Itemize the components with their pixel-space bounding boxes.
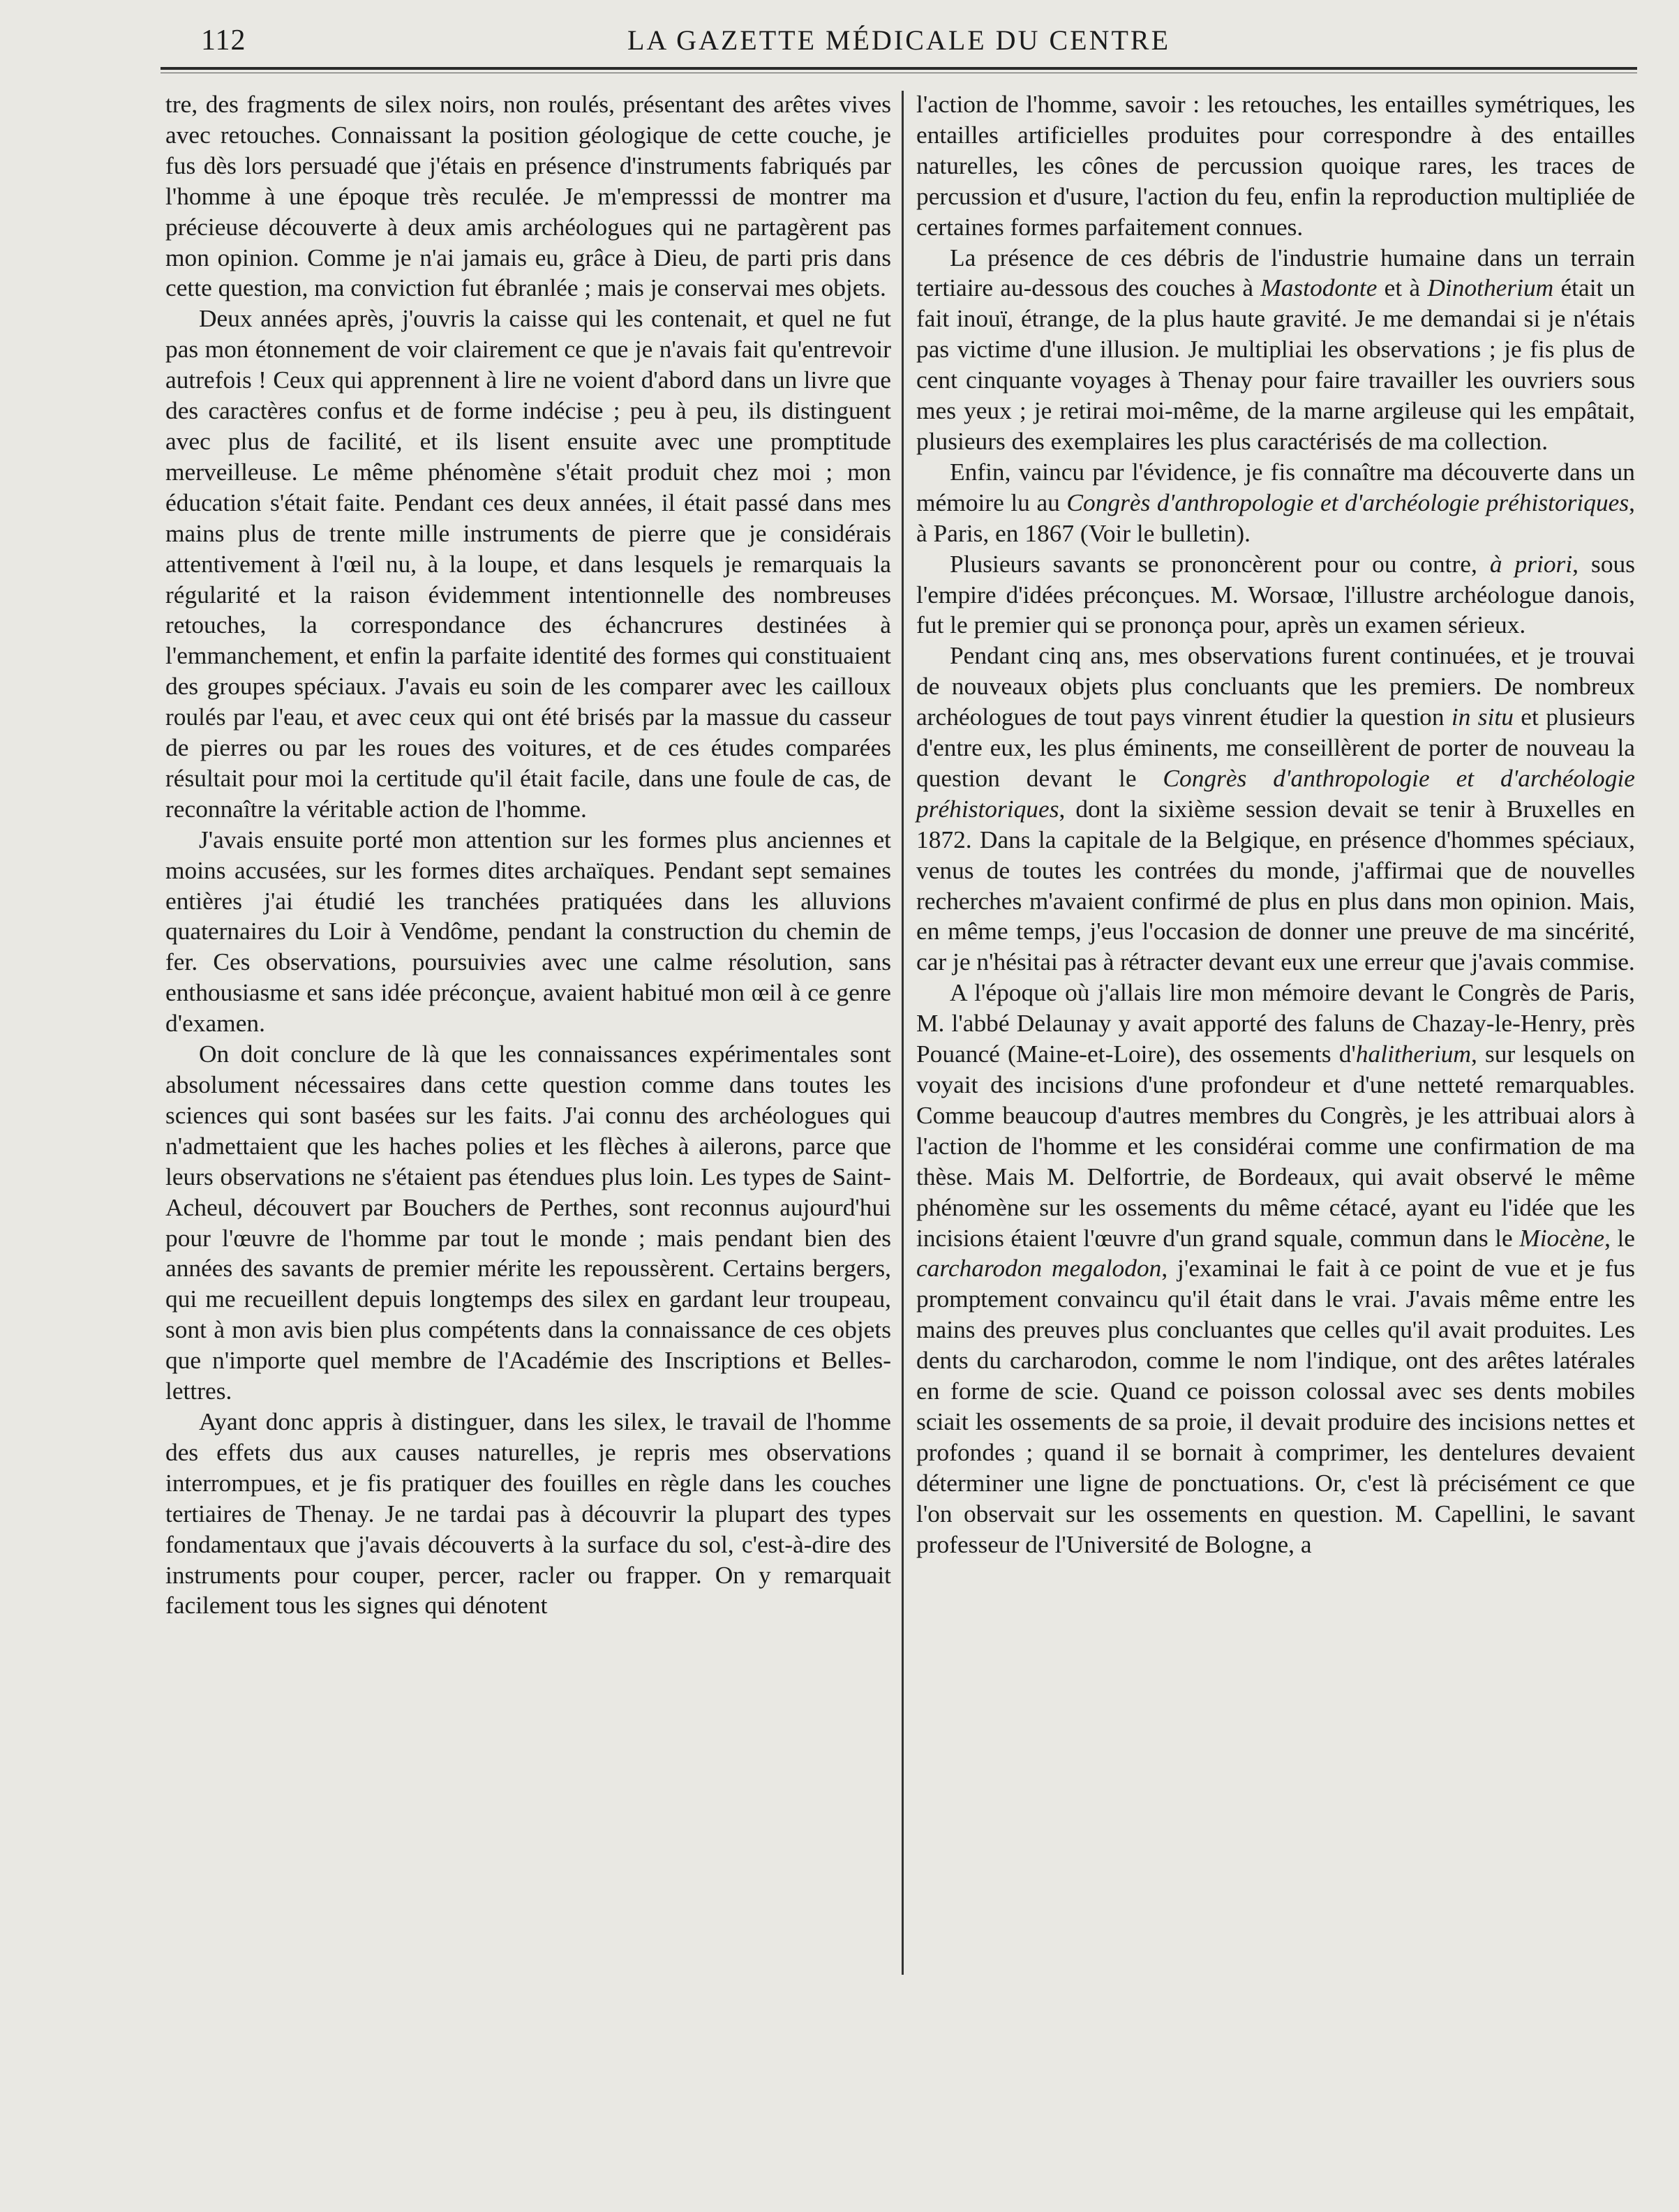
text-run: , sous l'empire d'idées préconçues. M. Worsaœ, l'illustre archéologue danois, fut le premier qui se prononça pour, après un examen sérieux.	[916, 549, 1635, 639]
running-title: LA GAZETTE MÉDICALE DU CENTRE	[627, 24, 1170, 56]
italic-term: in situ	[1451, 703, 1514, 731]
paragraph	[916, 549, 1635, 641]
paragraph: Ayant donc appris à distinguer, dans les silex, le travail de l'homme des effets dus aux causes naturelles, je repris mes observations interrompues, et je fis pratiquer des fouilles en règle dans les couches tertiaires de Thenay. Je ne tardai pas à découvrir la plupart des types fondamentaux que j'avais découverts à la surface du sol, c'est-à-dire des instruments pour couper, percer, racler ou frapper. On y remarquait facilement tous les signes qui dénotent	[165, 1407, 891, 1620]
column-divider	[902, 91, 904, 1975]
paragraph: J'avais ensuite porté mon attention sur les formes plus anciennes et moins accusées, sur les formes dites archaïques. Pendant sept semaines entières j'ai étudié les tranchées pratiquées dans les alluvions quaternaires du Loir à Vendôme, pendant la construction du chemin de fer. Ces observations, poursuivies avec une calme résolution, sans enthousiasme et sans idée préconçue, avaient habitué mon œil à ce genre d'examen.	[165, 825, 891, 1038]
text-run: était un fait inouï, étrange, de la plus haute gravité. Je me demandai si je n'étais pas victime d'une illusion. Je multipliai les observations ; je fis plus de cent cinquante voyages à Thenay pour faire travailler les ouvriers sous mes yeux ; je retirai moi-même, de la marne argileuse qui les empâtait, plusieurs des exemplaires les plus caractérisés de ma collection.	[916, 274, 1635, 455]
italic-term: halitherium	[1355, 1040, 1471, 1068]
page-number: 112	[201, 24, 246, 57]
header-rule	[161, 67, 1637, 70]
paragraph: On doit conclure de là que les connaissances expérimentales sont absolument nécessaires dans cette question comme dans toutes les sciences qui sont basées sur les faits. J'ai connu des archéologues qui n'admettaient que les haches polies et les flèches à ailerons, parce que leurs observations ne s'étaient pas étendues plus loin. Les types de Saint-Acheul, découvert par Bouchers de Perthes, sont reconnus aujourd'hui pour l'œuvre de l'homme par tout le monde ; mais pendant bien des années des savants de premier mérite les repoussèrent. Certains bergers, qui me recueillent depuis longtemps des silex en gardant leur troupeau, sont à mon avis bien plus compétents dans la connaissance de ces objets que n'importe quel membre de l'Académie des Inscriptions et Belles-lettres.	[165, 1040, 891, 1405]
page-header	[161, 18, 1637, 60]
paragraph	[916, 641, 1635, 978]
right-column	[916, 89, 1635, 1560]
text-run: , à Paris, en 1867 (Voir le bulletin).	[916, 488, 1635, 547]
paragraph	[916, 457, 1635, 549]
italic-term: Congrès d'anthropologie et d'archéologie préhistoriques	[1066, 488, 1629, 516]
text-run: , le	[1604, 1223, 1635, 1252]
text-run: et à	[1377, 274, 1428, 302]
paragraph	[916, 243, 1635, 457]
text-run: La présence de ces débris de l'industrie humaine dans un terrain tertiaire au-dessous des couches à	[916, 243, 1635, 302]
text-run: et plusieurs d'entre eux, les plus éminents, me conseillèrent de porter de nouveau la question devant le	[916, 703, 1635, 792]
text-run: Plusieurs savants se prononcèrent pour ou contre,	[950, 549, 1490, 578]
text-run: Pendant cinq ans, mes observations furent continuées, et je trouvai de nouveaux objets plus concluants que les premiers. De nombreux archéologues de tout pays vinrent étudier la question	[916, 641, 1635, 731]
paragraph: l'action de l'homme, savoir : les retouches, les entailles symétriques, les entailles artificielles produites pour correspondre à des entailles naturelles, les cônes de percussion quoique rares, les traces de percussion et d'usure, l'action du feu, enfin la reproduction multipliée de certaines formes parfaitement connues.	[916, 90, 1635, 241]
paragraph: Deux années après, j'ouvris la caisse qui les contenait, et quel ne fut pas mon étonnement de voir clairement ce que je n'avais fait qu'entrevoir autrefois ! Ceux qui apprennent à lire ne voient d'abord dans un livre que des caractères confus et de forme indécise ; peu à peu, ils distinguent avec plus de facilité, et ils lisent ensuite avec une promptitude merveilleuse. Le même phénomène s'était produit chez moi ; mon éducation s'était faite. Pendant ces deux années, il était passé dans mes mains plus de trente mille instruments de pierre que je considérais attentivement à l'œil nu, à la loupe, et dans lesquels je remarquais la régularité et la raison évidemment intentionnelle des nombreuses retouches, la correspondance des échancrures destinées à l'emmanchement, et enfin la parfaite identité des formes qui constituaient des groupes spéciaux. J'avais eu soin de les comparer avec les cailloux roulés par l'eau, et avec ceux qui ont été brisés par la massue du casseur de pierres ou par les roues des voitures, et de ces études comparées résultait pour moi la certitude qu'il était facile, dans une foule de cas, de reconnaître la véritable action de l'homme.	[165, 304, 891, 823]
italic-term: Miocène	[1519, 1223, 1605, 1252]
text-run: , j'examinai le fait à ce point de vue et je fus promptement convaincu qu'il était dans le vrai. J'avais même entre les mains des preuves plus concluantes que celles qu'il avait produites. Les dents du carcharodon, comme le nom l'indique, ont des arêtes latérales en forme de scie. Quand ce poisson colossal avec ses dents mobiles sciait les ossements de sa proie, il devait produire des incisions nettes et profondes ; quand il se bornait à comprimer, les dentelures devaient déterminer une ligne de ponctuations. Or, c'est là précisément ce que l'on observait sur les ossements en question. M. Capellini, le savant professeur de l'Université de Bologne, a	[916, 1254, 1635, 1558]
italic-term: Dinotherium	[1427, 274, 1554, 302]
italic-term: Mastodonte	[1260, 274, 1378, 302]
left-column	[165, 89, 891, 1621]
paragraph	[916, 978, 1635, 1560]
text-run: , sur lesquels on voyait des incisions d'une profondeur et d'une netteté remarquables. Comme beaucoup d'autres membres du Congrès, je les attribuai alors à l'action de l'homme et les considérai comme une confirmation de ma thèse. Mais M. Delfortrie, de Bordeaux, qui avait observé le même phénomène sur les ossements du même cétacé, ayant eu l'idée que les incisions étaient l'œuvre d'un grand squale, commun dans le	[916, 1040, 1635, 1252]
italic-term: Congrès d'anthropologie et d'archéologie préhistoriques	[916, 763, 1635, 823]
italic-term: à priori	[1489, 549, 1573, 578]
italic-term: carcharodon megalodon	[916, 1254, 1162, 1283]
text-run: , dont la sixième session devait se tenir à Bruxelles en 1872. Dans la capitale de la Belgique, en présence d'hommes spéciaux, venus de toutes les contrées du monde, j'affirmai que de nouvelles recherches m'avaient confirmé de plus en plus dans mon opinion. Mais, en même temps, j'eus l'occasion de donner une preuve de ma sincérité, car je n'hésitai pas à rétracter devant eux une erreur que j'avais commise.	[916, 794, 1635, 976]
text-run: Enfin, vaincu par l'évidence, je fis connaître ma découverte dans un mémoire lu au	[916, 457, 1635, 516]
paragraph: tre, des fragments de silex noirs, non roulés, présentant des arêtes vives avec retouches. Connaissant la position géologique de cette couche, je fus dès lors persuadé que j'étais en présence d'instruments fabriqués par l'homme à une époque très reculée. Je m'empresssi de montrer ma précieuse découverte à deux amis archéologues qui ne partagèrent pas mon opinion. Comme je n'ai jamais eu, grâce à Dieu, de parti pris dans cette question, ma conviction fut ébranlée ; mais je conservai mes objets.	[165, 90, 891, 302]
text-run: A l'époque où j'allais lire mon mémoire devant le Congrès de Paris, M. l'abbé Delaunay y avait apporté des faluns de Chazay-le-Henry, près Pouancé (Maine-et-Loire), des ossements d'	[916, 978, 1635, 1068]
